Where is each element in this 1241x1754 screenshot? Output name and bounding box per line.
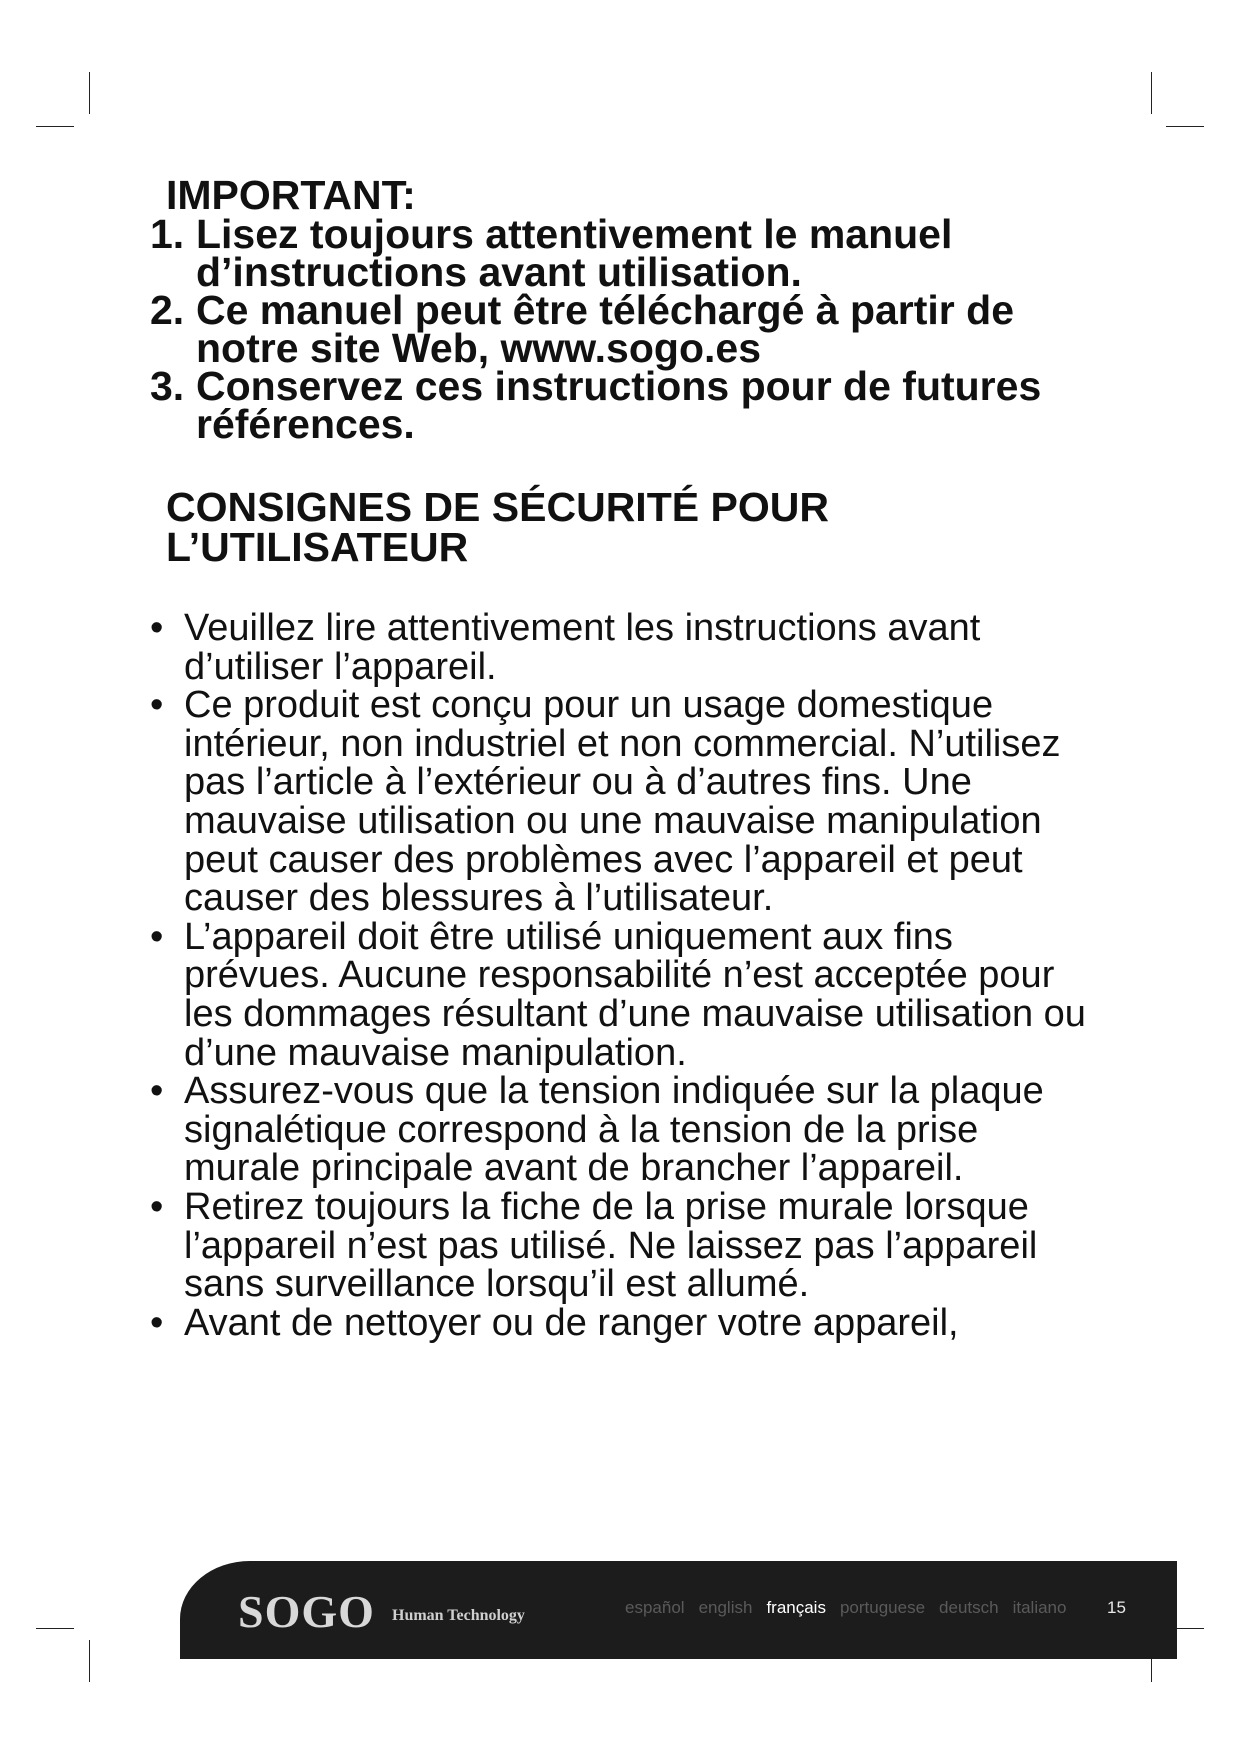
safety-item-text: L’appareil doit être utilisé uniquement aux fins prévues. Aucune responsabilité n’est acceptée pour les dommages résultant d’une mauvaise utilisation ou d’une mauvaise manipulation. [184,915,1086,1074]
safety-item [150,1185,1110,1306]
crop-mark [89,1640,90,1682]
safety-item-text: Assurez-vous que la tension indiquée sur la plaque signalétique correspond à la tension de la prise murale principale avant de brancher l’appareil. [184,1070,1044,1190]
safety-item [150,1072,1110,1188]
safety-item [150,1301,1110,1344]
bullet-icon: • [150,1070,164,1113]
crop-mark [36,126,74,127]
item-number: 1. [150,211,185,257]
item-number: 3. [150,363,185,409]
important-list [150,211,1110,447]
crop-mark [1151,72,1152,114]
safety-item [150,686,1110,918]
language-list [625,1598,1066,1618]
bullet-icon: • [150,915,164,958]
footer-band [180,1561,1177,1659]
crop-mark [36,1628,74,1629]
safety-heading: CONSIGNES DE SÉCURITÉ POUR L’UTILISATEUR [166,484,829,570]
crop-mark [89,72,90,114]
language-pt: portuguese [839,1598,926,1617]
page-number: 15 [1107,1598,1126,1617]
item-number: 2. [150,287,185,333]
safety-item-text: Retirez toujours la fiche de la prise murale lorsque l’appareil n’est pas utilisé. Ne laissez pas l’appareil sans surveillance lorsqu’il est allumé. [184,1185,1038,1306]
important-item [150,287,1110,371]
item-text: Ce manuel peut être téléchargé à partir de notre site Web, www.sogo.es [196,287,1014,371]
safety-item-text: Avant de nettoyer ou de ranger votre appareil, [184,1301,959,1344]
bullet-icon: • [150,684,164,727]
bullet-icon: • [150,607,164,649]
crop-mark [1166,126,1204,127]
page-content [150,172,1110,1344]
important-heading: IMPORTANT: [166,172,416,218]
safety-list [150,609,1110,1342]
brand-logo: SOGO [238,1586,375,1637]
language-fr: français [766,1598,826,1617]
important-item [150,363,1110,447]
language-it: italiano [1012,1598,1067,1617]
item-text: Lisez toujours attentivement le manuel d’instructions avant utilisation. [196,211,953,295]
language-de: deutsch [939,1598,999,1617]
bullet-icon: • [150,1301,164,1344]
safety-item-text: Veuillez lire attentivement les instructions avant d’utiliser l’appareil. [184,607,981,688]
safety-item [150,915,1110,1074]
bullet-icon: • [150,1185,164,1228]
language-en: english [698,1598,753,1617]
language-es: español [625,1598,685,1617]
important-item [150,211,1110,295]
brand-tagline: Human Technology [392,1607,525,1624]
safety-item [150,609,1110,686]
safety-item-text: Ce produit est conçu pour un usage domestique intérieur, non industriel et non commercial. N’utilisez pas l’article à l’extérieur ou à d’autres fins. Une mauvaise utilisation ou une mauvaise manipulation peut causer des problèmes avec l’appareil et peut causer des blessures à l’utilisateur. [184,684,1061,920]
item-text: Conservez ces instructions pour de futures références. [196,363,1042,447]
